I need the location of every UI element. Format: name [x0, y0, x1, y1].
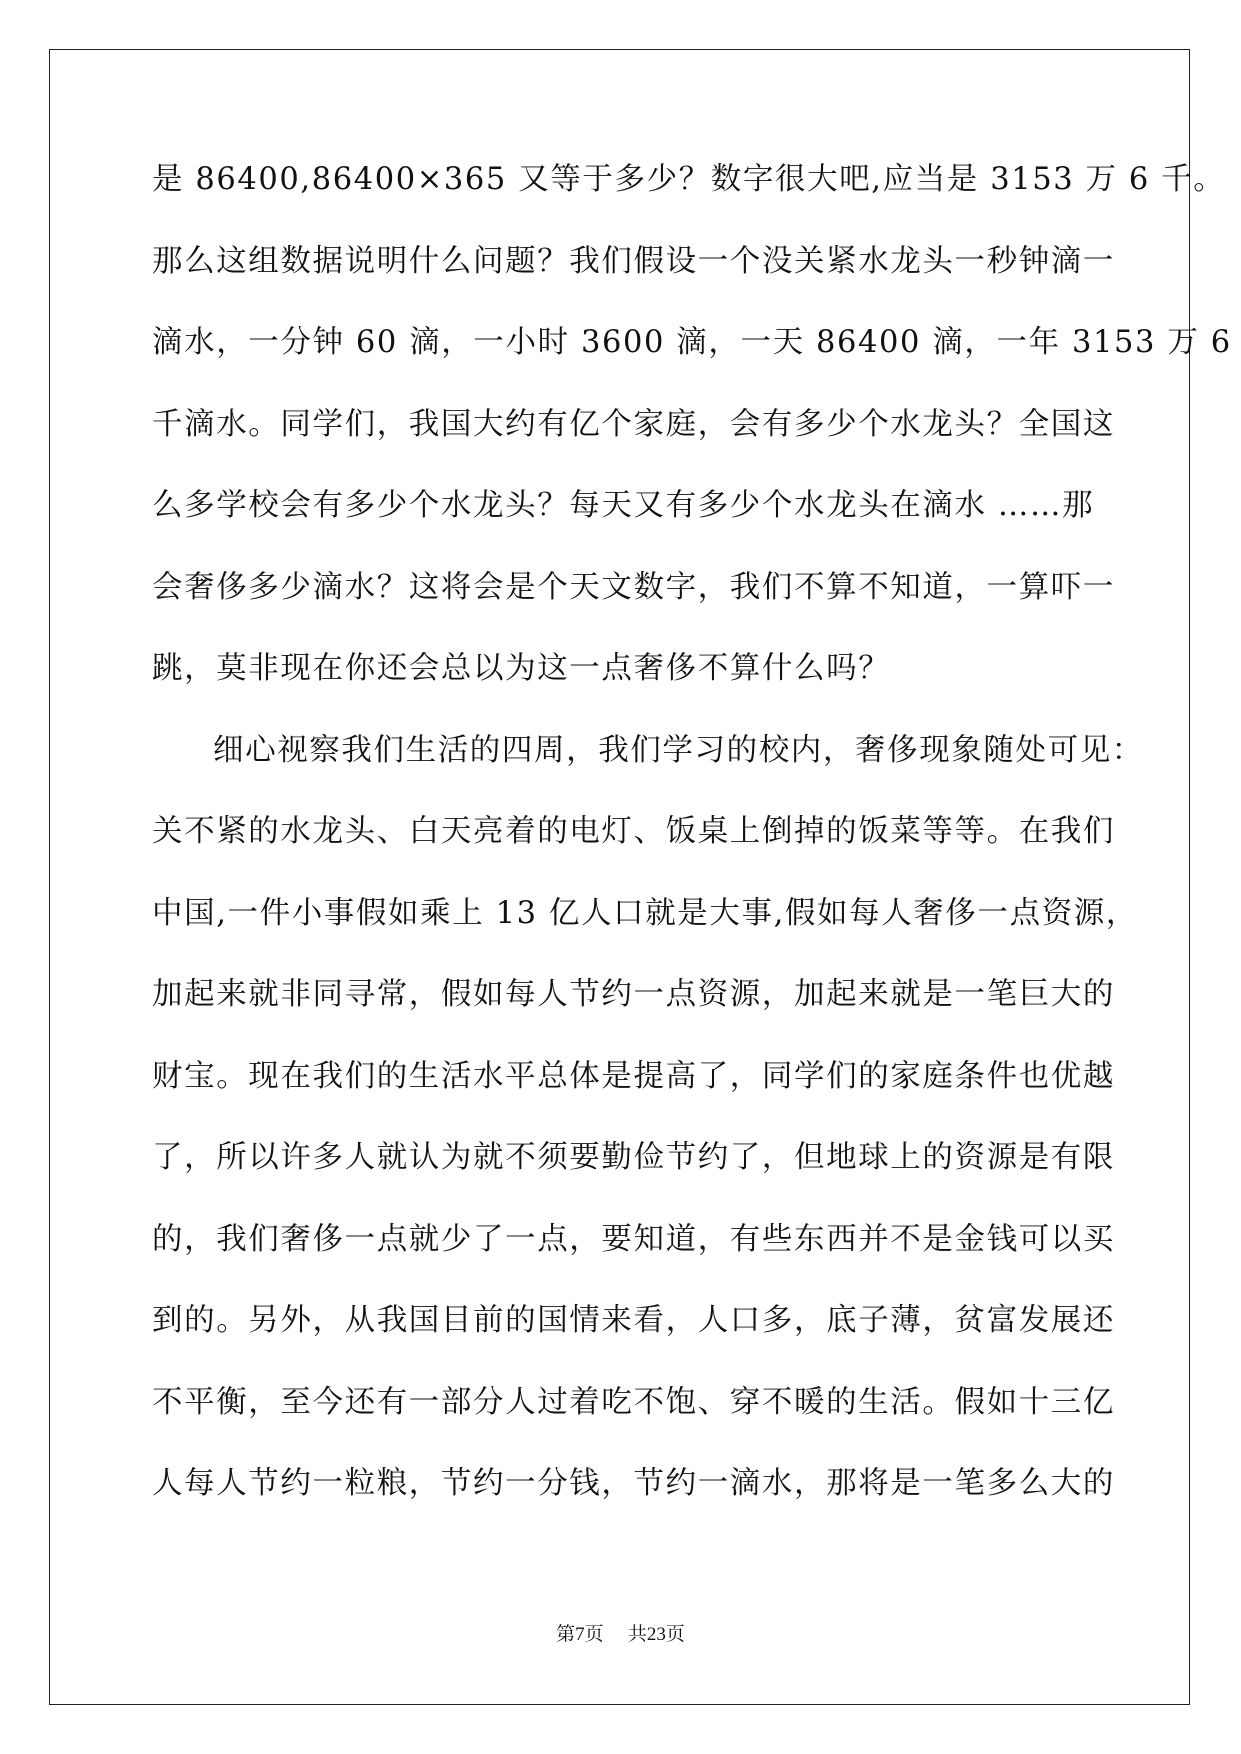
body-text [152, 162, 1232, 1551]
paragraph-first-line: 细心视察我们生活的四周，我们学习的校内，奢侈现象随处可见： [213, 732, 1144, 768]
text-line: 加起来就非同寻常，假如每人节约一点资源，加起来就是一笔巨大的 [152, 977, 1115, 1012]
text-line: 人每人节约一粒粮，节约一分钱，节约一滴水，那将是一笔多么大的 [152, 1466, 1115, 1501]
text-line: 是 86400,86400×365 又等于多少？数字很大吧,应当是 3153 万 6 千。 [152, 162, 1226, 197]
text-line: 不平衡，至今还有一部分人过着吃不饱、穿不暖的生活。假如十三亿 [152, 1384, 1115, 1420]
total-prefix: 共 [627, 1623, 647, 1645]
text-line: 千滴水。同学们，我国大约有亿个家庭，会有多少个水龙头？全国这 [152, 406, 1115, 442]
text-line: 财宝。现在我们的生活水平总体是提高了，同学们的家庭条件也优越 [152, 1058, 1115, 1094]
page-prefix: 第 [556, 1623, 576, 1645]
page-number: 7 [575, 1624, 585, 1645]
text-line: 的，我们奢侈一点就少了一点，要知道，有些东西并不是金钱可以买 [152, 1221, 1115, 1257]
text-line: 到的。另外，从我国目前的国情来看，人口多，底子薄，贫富发展还 [152, 1303, 1115, 1338]
text-line: 那么这组数据说明什么问题？我们假设一个没关紧水龙头一秒钟滴一 [152, 243, 1115, 279]
text-line: 中国,一件小事假如乘上 13 亿人口就是大事,假如每人奢侈一点资源， [152, 895, 1138, 931]
text-line: 跳，莫非现在你还会总以为这一点奢侈不算什么吗？ [152, 651, 891, 686]
page-footer [0, 1622, 1241, 1647]
text-line: 会奢侈多少滴水？这将会是个天文数字，我们不算不知道，一算吓一 [152, 569, 1115, 605]
text-line: 滴水，一分钟 60 滴，一小时 3600 滴，一天 86400 滴，一年 3153 万 6 [152, 325, 1232, 360]
text-line: 么多学校会有多少个水龙头？每天又有多少个水龙头在滴水 ……那 [152, 488, 1095, 523]
page-suffix: 页 [584, 1623, 604, 1645]
text-line: 了，所以许多人就认为就不须要勤俭节约了，但地球上的资源是有限 [152, 1140, 1115, 1175]
total-pages: 23 [646, 1624, 666, 1645]
total-suffix: 页 [665, 1623, 685, 1645]
text-line: 关不紧的水龙头、白天亮着的电灯、饭桌上倒掉的饭菜等等。在我们 [152, 814, 1115, 849]
